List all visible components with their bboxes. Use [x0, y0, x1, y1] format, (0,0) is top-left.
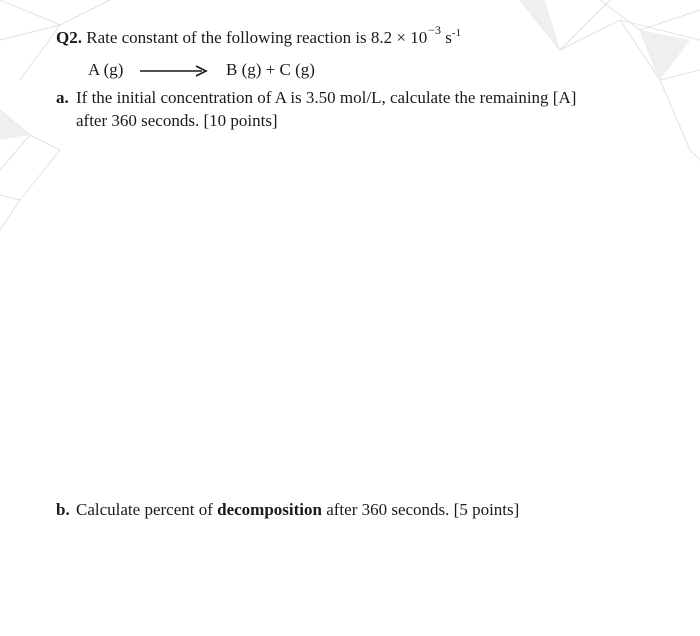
part-a-text-2: after 360 seconds. [10 points]	[76, 111, 278, 130]
part-b-text-before: Calculate percent of	[76, 500, 218, 519]
question-number: Q2.	[56, 28, 82, 47]
rate-unit-exponent: -1	[451, 27, 462, 39]
rate-unit: s	[445, 28, 452, 47]
part-b-line	[56, 500, 519, 520]
part-a-label: a.	[56, 88, 69, 107]
rate-exponent: −3	[428, 23, 442, 37]
products: B (g) + C (g)	[226, 60, 315, 79]
part-b-text-bold: decomposition	[217, 500, 322, 519]
question-stem: Rate constant of the following reaction is 8.2 × 10	[86, 28, 428, 47]
question-header	[56, 23, 462, 50]
part-a-line-2	[76, 111, 278, 131]
reaction-equation	[88, 60, 348, 82]
reaction-arrow-icon	[138, 64, 210, 78]
part-b-label: b.	[56, 500, 70, 519]
part-a-line-1	[56, 88, 576, 108]
reactant: A (g)	[88, 60, 124, 79]
part-b-text-after: after 360 seconds. [5 points]	[321, 500, 520, 519]
part-a-text-1: If the initial concentration of A is 3.50 mol/L, calculate the remaining [A]	[76, 88, 577, 107]
